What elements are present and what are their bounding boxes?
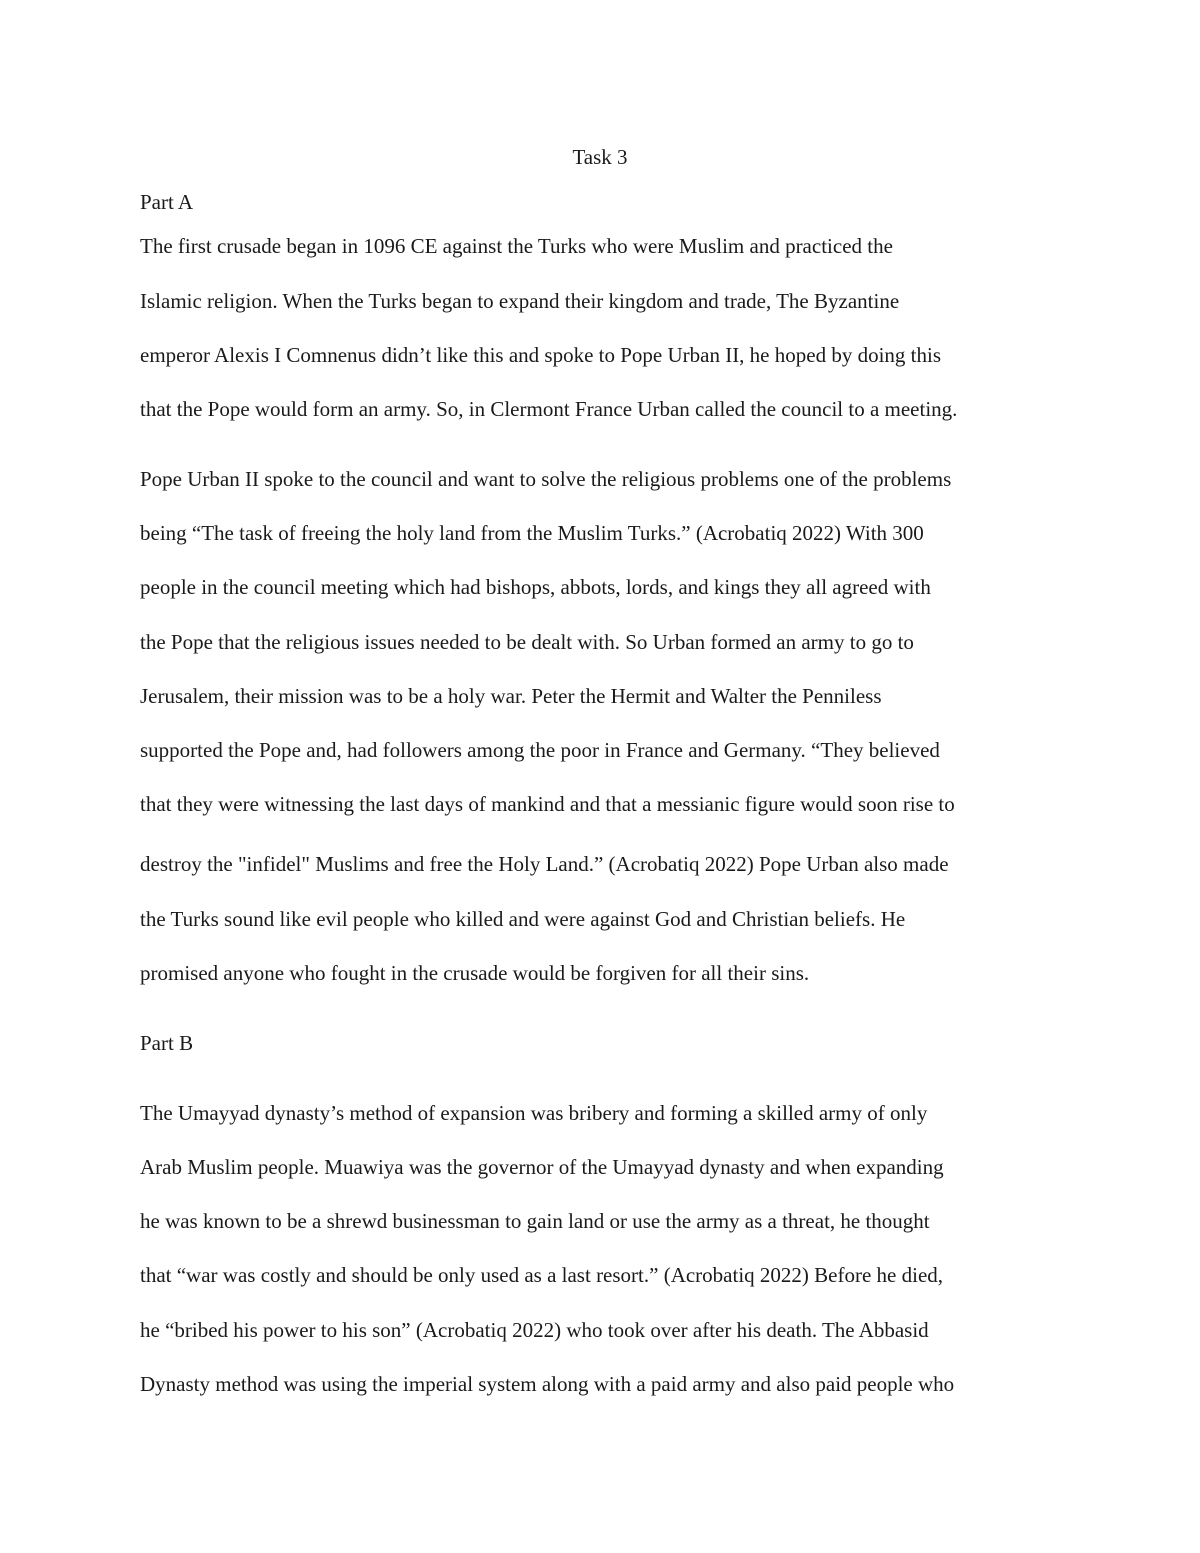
paragraph-line: destroy the "infidel" Muslims and free the Holy Land.” (Acrobatiq 2022) Pope Urban also made	[140, 852, 949, 876]
paragraph-line: he was known to be a shrewd businessman to gain land or use the army as a threat, he thought	[140, 1209, 930, 1233]
paragraph-line: The Umayyad dynasty’s method of expansion was bribery and forming a skilled army of only	[140, 1101, 928, 1125]
paragraph-line: being “The task of freeing the holy land from the Muslim Turks.” (Acrobatiq 2022) With 300	[140, 521, 924, 545]
paragraph-line: that they were witnessing the last days of mankind and that a messianic figure would soon rise to	[140, 792, 955, 816]
document-title: Task 3	[572, 145, 628, 169]
paragraph-line: Pope Urban II spoke to the council and want to solve the religious problems one of the problems	[140, 467, 952, 491]
part-a-heading: Part A	[140, 190, 194, 214]
paragraph-line: emperor Alexis I Comnenus didn’t like this and spoke to Pope Urban II, he hoped by doing this	[140, 343, 942, 367]
paragraph-line: Jerusalem, their mission was to be a holy war. Peter the Hermit and Walter the Penniless	[140, 684, 882, 708]
paragraph-line: he “bribed his power to his son” (Acrobatiq 2022) who took over after his death. The Abbasid	[140, 1318, 929, 1342]
paragraph-line: that the Pope would form an army. So, in Clermont France Urban called the council to a meeting.	[140, 397, 958, 421]
paragraph-line: promised anyone who fought in the crusade would be forgiven for all their sins.	[140, 961, 810, 985]
paragraph-line: people in the council meeting which had bishops, abbots, lords, and kings they all agreed with	[140, 575, 931, 599]
paragraph-line: supported the Pope and, had followers among the poor in France and Germany. “They believed	[140, 738, 940, 762]
paragraph-line: Dynasty method was using the imperial system along with a paid army and also paid people who	[140, 1372, 955, 1396]
paragraph-line: Islamic religion. When the Turks began to expand their kingdom and trade, The Byzantine	[140, 289, 900, 313]
paragraph-line: the Pope that the religious issues needed to be dealt with. So Urban formed an army to go to	[140, 630, 914, 654]
part-b-heading: Part B	[140, 1031, 194, 1055]
paragraph-line: that “war was costly and should be only used as a last resort.” (Acrobatiq 2022) Before he died,	[140, 1263, 944, 1287]
paragraph-line: the Turks sound like evil people who killed and were against God and Christian beliefs. He	[140, 907, 906, 931]
paragraph-line: The first crusade began in 1096 CE against the Turks who were Muslim and practiced the	[140, 234, 893, 258]
paragraph-line: Arab Muslim people. Muawiya was the governor of the Umayyad dynasty and when expanding	[140, 1155, 944, 1179]
